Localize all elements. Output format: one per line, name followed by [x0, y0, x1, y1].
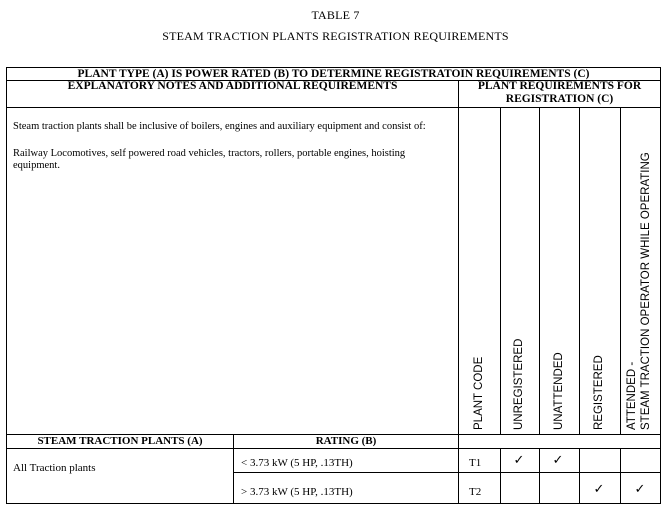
col-header-unattended: UNATTENDED [553, 352, 565, 430]
divider-unregistered-unattended [539, 107, 540, 434]
divider-unattended-registered [579, 107, 580, 434]
col-heading-plants: STEAM TRACTION PLANTS (A) [37, 435, 203, 447]
rule-under-col-headings [7, 448, 660, 449]
code-row-2: T2 [469, 486, 482, 498]
top-heading: PLANT TYPE (A) IS POWER RATED (B) TO DETERMINE REGISTRATOIN REQUIREMENTS (C) [77, 68, 590, 80]
check-attended-row-2: ✓ [634, 482, 646, 497]
row-divider-1 [500, 448, 501, 503]
table-title: STEAM TRACTION PLANTS REGISTRATION REQUIREMENTS [162, 29, 509, 43]
col-header-registered: REGISTERED [593, 355, 605, 430]
divider-notes-requirements [458, 80, 459, 503]
notes-paragraph-2-line-2: equipment. [13, 160, 60, 171]
check-unregistered-row-1: ✓ [513, 453, 525, 468]
divider-registered-attended [620, 107, 621, 434]
check-unattended-row-1: ✓ [552, 453, 564, 468]
registration-requirements-table [6, 67, 661, 504]
col-header-unregistered: UNREGISTERED [513, 338, 525, 430]
notes-heading: EXPLANATORY NOTES AND ADDITIONAL REQUIREMENTS [67, 80, 398, 92]
row-divider-3 [579, 448, 580, 503]
plant-type-label: All Traction plants [13, 462, 96, 474]
check-registered-row-2: ✓ [593, 482, 605, 497]
table-number: TABLE 7 [311, 8, 360, 22]
notes-paragraph-2-line-1: Railway Locomotives, self powered road vehicles, tractors, rollers, portable engines, hoisting [13, 148, 406, 159]
divider-plantcode-unregistered [500, 107, 501, 434]
rule-between-rating-rows [233, 472, 660, 473]
code-row-1: T1 [469, 457, 482, 469]
requirements-heading-line1: PLANT REQUIREMENTS FOR [477, 80, 642, 92]
notes-paragraph-1: Steam traction plants shall be inclusive of boilers, engines and auxiliary equipment and consist of: [13, 121, 426, 132]
col-header-attended-line2: STEAM TRACTION OPERATOR WHILE OPERATING [640, 152, 652, 430]
row-divider-4 [620, 448, 621, 503]
col-header-attended-line1: ATTENDED - [626, 361, 638, 430]
rule-under-section-headings [7, 107, 660, 108]
rating-row-1: < 3.73 kW (5 HP, .13TH) [241, 457, 353, 469]
requirements-heading-line2: REGISTRATION (C) [505, 93, 614, 105]
row-divider-2 [539, 448, 540, 503]
rating-row-2: > 3.73 kW (5 HP, .13TH) [241, 486, 353, 498]
col-heading-rating: RATING (B) [315, 435, 377, 447]
col-header-plant-code: PLANT CODE [473, 356, 485, 430]
